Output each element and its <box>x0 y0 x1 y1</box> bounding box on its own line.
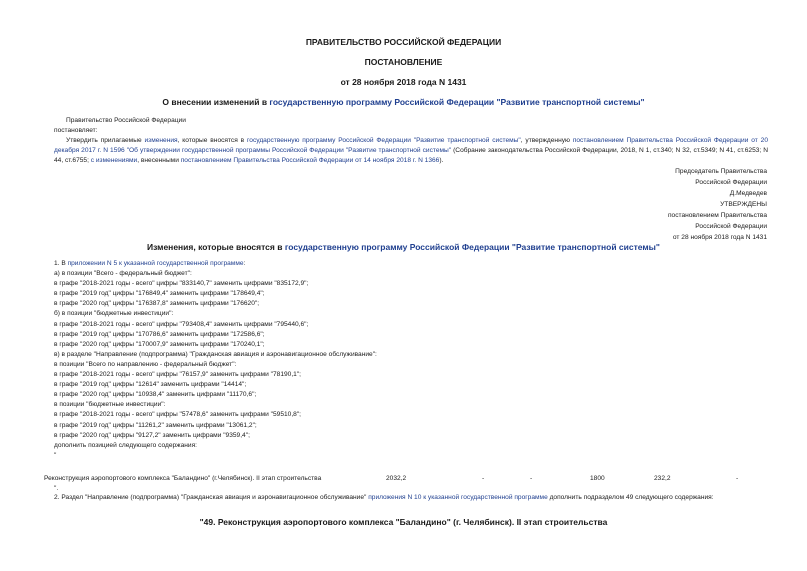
list-item: в графе "2019 год" цифры "170786,6" заменить цифрами "172586,6"; <box>54 330 265 338</box>
list-item: в) в разделе "Направление (подпрограмма) "Гражданская авиация и аэронавигационное обслуживание": <box>54 350 377 358</box>
item-2-text-2: дополнить подразделом 49 следующего содержания: <box>547 494 714 501</box>
list-item: в графе "2018-2021 годы - всего" цифры "76157,9" заменить цифрами "78190,1"; <box>54 371 302 379</box>
list-item: дополнить позицией следующего содержания: <box>54 441 197 449</box>
approved-date: от 28 ноября 2018 года N 1431 <box>672 234 767 241</box>
changes-program-link[interactable]: государственную программу Российской Федерации "Развитие транспортной системы" <box>284 242 660 252</box>
intro-text-3: , утвержденную <box>520 137 573 144</box>
list-item: в позиции "Всего по направлению - федеральный бюджет": <box>54 360 237 368</box>
approved-label: УТВЕРЖДЕНЫ <box>720 201 767 208</box>
changes-link[interactable]: изменения <box>144 137 178 144</box>
item-2-paragraph <box>54 493 768 503</box>
list-item: " <box>54 451 57 459</box>
intro-paragraph <box>54 136 768 167</box>
intro-text-6: ). <box>439 157 444 165</box>
document-title <box>0 97 807 107</box>
changes-list <box>54 259 377 461</box>
document-title-prefix: О внесении изменений в <box>162 97 270 107</box>
approved-country: Российской Федерации <box>695 223 767 230</box>
list-item: в графе "2020 год" цифры "170007,9" заменить цифрами "170240,1"; <box>54 340 265 348</box>
table-row-cell-5: - <box>736 475 739 482</box>
signature-name: Д.Медведев <box>729 190 767 197</box>
item-1-suffix: : <box>243 260 246 267</box>
item-2-text-1: 2. Раздел "Направление (подпрограмма) "Гражданская авиация и аэронавигационное обслуживание" <box>54 494 369 501</box>
table-close-quote: ". <box>54 485 59 492</box>
intro-text-4: (Собрание законодательства Российской Федерации, 2018, N 1, ст.340; N 32, ст.5349; N 41, ст.6253; N 44, ст.6755; <box>54 147 768 165</box>
signature-country: Российской Федерации <box>695 179 767 186</box>
list-item: а) в позиции "Всего - федеральный бюджет": <box>54 270 192 278</box>
amendments-link[interactable]: с изменениями <box>90 157 138 165</box>
list-item: в графе "2020 год" цифры "9127,2" заменить цифрами "9359,4"; <box>54 431 250 439</box>
intro-text-1: Утвердить прилагаемые <box>66 137 145 144</box>
table-row-cell-4: 232,2 <box>654 475 671 482</box>
appendix-10-link[interactable]: приложения N 10 к указанной государственной программе <box>368 494 548 501</box>
list-item: в графе "2019 год" цифры "176849,4" заменить цифрами "178649,4"; <box>54 290 265 298</box>
list-item: в графе "2019 год" цифры "12614" заменить цифрами "14414"; <box>54 381 247 389</box>
intro-line-2: постановляет: <box>54 127 98 134</box>
resolution-1596-link[interactable]: постановлением Правительства Российской Федерации от 20 декабря 2017 г. N 1596 "Об утверждении государственной программы Российской Федерации "Развитие транспортной системы" <box>54 137 768 155</box>
table-row-cell-1: - <box>482 475 485 482</box>
list-item: в графе "2018-2021 годы - всего" цифры "793408,4" заменить цифрами "795440,6"; <box>54 320 309 328</box>
approved-by: постановлением Правительства <box>667 212 767 219</box>
intro-text-5: , внесенными <box>137 157 181 165</box>
list-item: в графе "2020 год" цифры "10938,4" заменить цифрами "11170,6"; <box>54 391 257 399</box>
program-link-2[interactable]: государственную программу Российской Федерации "Развитие транспортной системы" <box>247 137 521 144</box>
table-row-cell-3: 1800 <box>590 475 605 482</box>
intro-line-1: Правительство Российской Федерации <box>66 117 186 124</box>
table-row-cell-2: - <box>530 475 533 482</box>
list-item: в графе "2018-2021 годы - всего" цифры "57478,6" заменить цифрами "59510,8"; <box>54 411 302 419</box>
list-item: в графе "2020 год" цифры "176387,8" заменить цифрами "176620"; <box>54 300 260 308</box>
signature-position: Председатель Правительства <box>675 168 767 175</box>
list-item <box>54 259 377 269</box>
list-item: в графе "2018-2021 годы - всего" цифры "833140,7" заменить цифрами "835172,9"; <box>54 280 309 288</box>
document-type: ПОСТАНОВЛЕНИЕ <box>364 57 443 67</box>
list-item: б) в позиции "бюджетные инвестиции": <box>54 310 174 318</box>
list-item: в позиции "бюджетные инвестиции": <box>54 401 166 409</box>
resolution-1366-link[interactable]: постановлением Правительства Российской Федерации от 14 ноября 2018 г. N 1366 <box>180 157 440 165</box>
document-date-number: от 28 ноября 2018 года N 1431 <box>340 77 467 87</box>
program-link[interactable]: государственную программу Российской Федерации "Развитие транспортной системы" <box>269 97 645 107</box>
table-row-name: Реконструкция аэропортового комплекса "Баландино" (г.Челябинск). II этап строительства <box>44 475 322 482</box>
changes-title-prefix: Изменения, которые вносятся в <box>147 242 285 252</box>
intro-text-2: , которые вносятся в <box>177 137 248 144</box>
section-49-heading: "49. Реконструкция аэропортового комплекса "Баландино" (г. Челябинск). II этап строительства <box>199 517 608 527</box>
list-item: в графе "2019 год" цифры "11261,2" заменить цифрами "13061,2"; <box>54 421 257 429</box>
appendix-5-link[interactable]: приложении N 5 к указанной государственной программе <box>67 260 244 267</box>
item-1-prefix: 1. В <box>54 260 68 267</box>
government-heading: ПРАВИТЕЛЬСТВО РОССИЙСКОЙ ФЕДЕРАЦИИ <box>305 37 502 47</box>
table-row-total: 2032,2 <box>386 475 407 482</box>
changes-title <box>0 242 807 252</box>
